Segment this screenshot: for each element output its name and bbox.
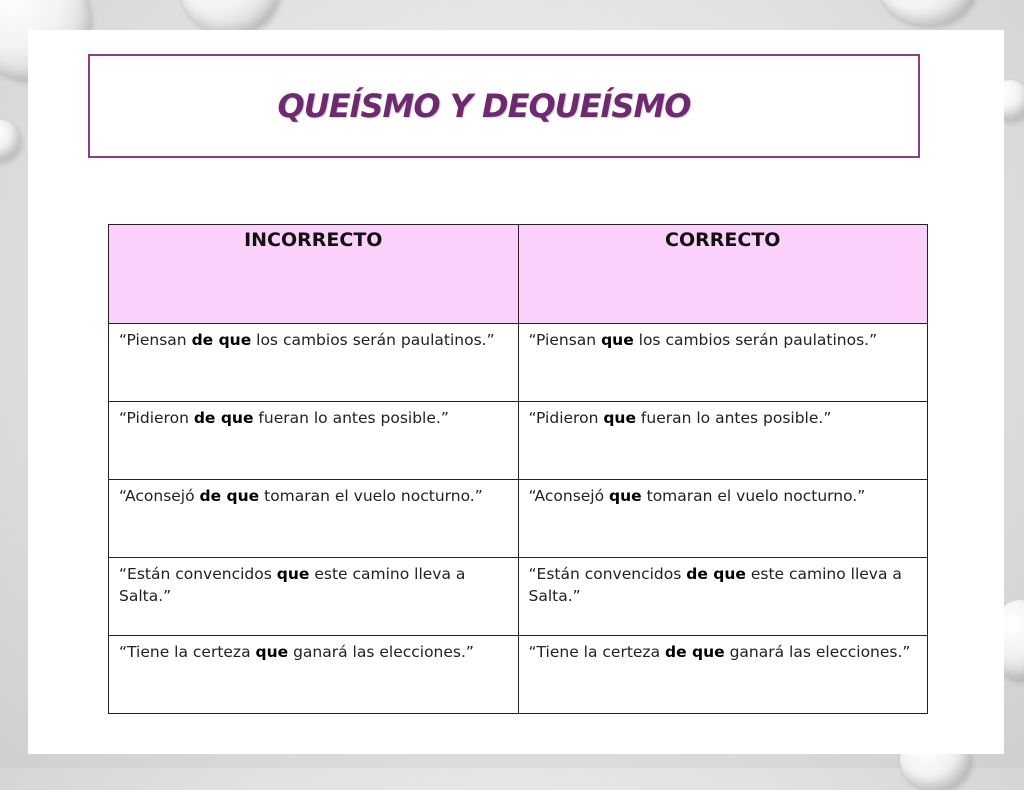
header-incorrect: INCORRECTO <box>109 225 519 324</box>
cell-incorrect <box>109 558 519 636</box>
cell-incorrect <box>109 324 519 402</box>
table-row <box>109 324 928 402</box>
cell-text: “Piensan <box>528 331 602 349</box>
cell-highlight: que <box>603 409 636 427</box>
cell-text: tomaran el vuelo nocturno.” <box>641 487 866 505</box>
cell-text: los cambios serán paulatinos.” <box>633 331 878 349</box>
slide <box>28 30 1004 754</box>
cell-highlight: de que <box>199 487 260 505</box>
cell-highlight: de que <box>193 409 254 427</box>
cell-text: los cambios serán paulatinos.” <box>251 331 495 349</box>
cell-highlight: de que <box>665 643 725 661</box>
cell-highlight: que <box>609 487 642 505</box>
cell-text: “Tiene la certeza <box>528 643 665 661</box>
cell-highlight: que <box>276 565 310 583</box>
cell-text: fueran lo antes posible.” <box>635 409 832 427</box>
cell-text: tomaran el vuelo nocturno.” <box>259 487 483 505</box>
cell-text: “Están convencidos <box>119 565 277 583</box>
comparison-table <box>108 224 928 714</box>
cell-text: fueran lo antes posible.” <box>253 409 449 427</box>
background-bubble <box>880 0 975 25</box>
cell-correct <box>518 636 928 714</box>
cell-highlight: de que <box>686 565 746 583</box>
cell-highlight: que <box>255 643 289 661</box>
title-box <box>88 54 920 158</box>
cell-text: “Pidieron <box>528 409 604 427</box>
cell-incorrect <box>109 636 519 714</box>
background-bubble <box>0 120 20 160</box>
cell-text: este camino lleva a Salta.” <box>528 565 902 605</box>
slide-title: QUEÍSMO Y DEQUEÍSMO <box>277 87 691 125</box>
cell-correct <box>518 402 928 480</box>
cell-text: ganará las elecciones.” <box>288 643 474 661</box>
table-row <box>109 480 928 558</box>
cell-text: este camino lleva a Salta.” <box>119 565 466 605</box>
table-header-row <box>109 225 928 324</box>
table-row <box>109 558 928 636</box>
cell-text: “Aconsejó <box>528 487 610 505</box>
cell-text: “Aconsejó <box>119 487 200 505</box>
cell-correct <box>518 480 928 558</box>
cell-highlight: de que <box>191 331 252 349</box>
cell-highlight: que <box>601 331 634 349</box>
table-row <box>109 402 928 480</box>
cell-incorrect <box>109 402 519 480</box>
cell-text: “Pidieron <box>119 409 194 427</box>
cell-correct <box>518 324 928 402</box>
cell-text: “Tiene la certeza <box>119 643 256 661</box>
cell-incorrect <box>109 480 519 558</box>
cell-correct <box>518 558 928 636</box>
table-row <box>109 636 928 714</box>
cell-text: “Piensan <box>119 331 192 349</box>
cell-text: ganará las elecciones.” <box>724 643 911 661</box>
cell-text: “Están convencidos <box>528 565 687 583</box>
header-correct: CORRECTO <box>518 225 928 324</box>
